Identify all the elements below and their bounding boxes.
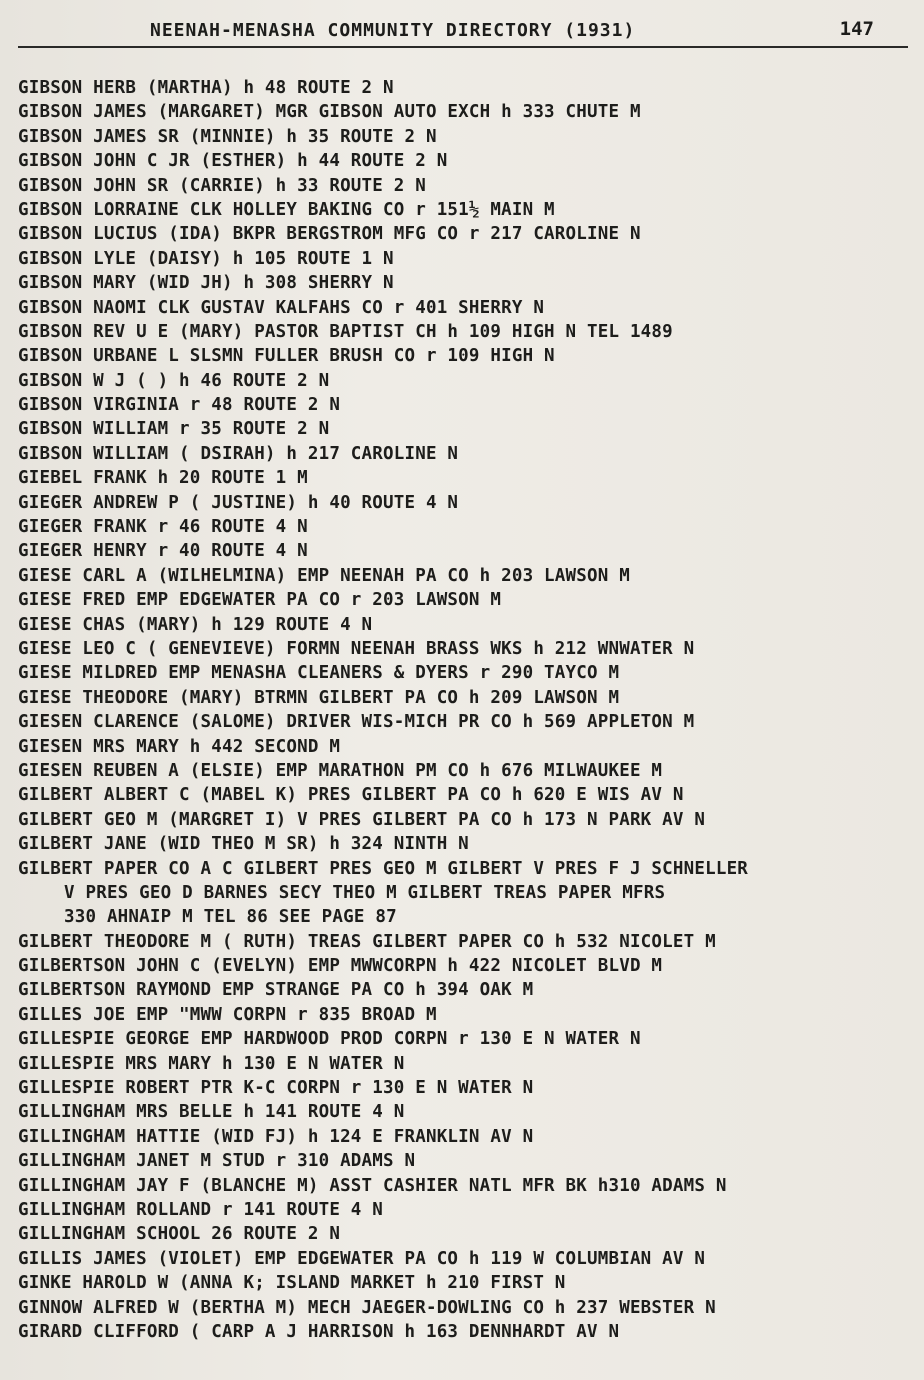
directory-entry: GIEBEL FRANK h 20 ROUTE 1 M xyxy=(18,468,308,489)
directory-entry: GIBSON MARY (WID JH) h 308 SHERRY N xyxy=(18,273,394,294)
directory-entry: GIBSON WILLIAM ( DSIRAH) h 217 CAROLINE N xyxy=(18,443,459,464)
directory-entry: GILLES JOE EMP "MWW CORPN r 835 BROAD M xyxy=(18,1004,437,1025)
directory-entry: GIBSON JAMES (MARGARET) MGR GIBSON AUTO EXCH h 333 CHUTE M xyxy=(18,102,641,123)
directory-entry: GIBSON W J ( ) h 46 ROUTE 2 N xyxy=(18,370,330,391)
directory-entry: GIBSON JOHN SR (CARRIE) h 33 ROUTE 2 N xyxy=(18,175,426,196)
directory-title: NEENAH-MENASHA COMMUNITY DIRECTORY (1931) xyxy=(150,20,636,41)
directory-entry: GILBERTSON JOHN C (EVELYN) EMP MWWCORPN h 422 NICOLET BLVD M xyxy=(18,956,663,977)
directory-entry: GIEGER ANDREW P ( JUSTINE) h 40 ROUTE 4 N xyxy=(18,492,459,513)
directory-entry: GIESE CHAS (MARY) h 129 ROUTE 4 N xyxy=(18,614,373,635)
directory-entry: GIESEN REUBEN A (ELSIE) EMP MARATHON PM CO h 676 MILWAUKEE M xyxy=(18,760,663,781)
directory-entry: GIESE LEO C ( GENEVIEVE) FORMN NEENAH BRASS WKS h 212 WNWATER N xyxy=(18,638,695,659)
directory-entry: GINNOW ALFRED W (BERTHA M) MECH JAEGER-DOWLING CO h 237 WEBSTER N xyxy=(18,1297,716,1318)
directory-entry: GIBSON WILLIAM r 35 ROUTE 2 N xyxy=(18,419,330,440)
directory-entry: GILBERT THEODORE M ( RUTH) TREAS GILBERT PAPER CO h 532 NICOLET M xyxy=(18,931,716,952)
directory-entry: GILLINGHAM JANET M STUD r 310 ADAMS N xyxy=(18,1151,416,1172)
directory-entry: GIESE MILDRED EMP MENASHA CLEANERS & DYERS r 290 TAYCO M xyxy=(18,663,620,684)
directory-entry: GIEGER HENRY r 40 ROUTE 4 N xyxy=(18,541,308,562)
directory-entry: GIESE THEODORE (MARY) BTRMN GILBERT PA CO h 209 LAWSON M xyxy=(18,687,620,708)
directory-entry: GIBSON NAOMI CLK GUSTAV KALFAHS CO r 401 SHERRY N xyxy=(18,297,545,318)
directory-entry: GIBSON REV U E (MARY) PASTOR BAPTIST CH h 109 HIGH N TEL 1489 xyxy=(18,321,673,342)
page-number: 147 xyxy=(839,18,874,40)
directory-entry: GIBSON JOHN C JR (ESTHER) h 44 ROUTE 2 N xyxy=(18,151,448,172)
directory-entry: GIBSON LYLE (DAISY) h 105 ROUTE 1 N xyxy=(18,248,394,269)
directory-entry: GILLINGHAM ROLLAND r 141 ROUTE 4 N xyxy=(18,1199,384,1220)
directory-entry: GILBERT ALBERT C (MABEL K) PRES GILBERT PA CO h 620 E WIS AV N xyxy=(18,785,684,806)
directory-entry: GILBERT GEO M (MARGRET I) V PRES GILBERT PA CO h 173 N PARK AV N xyxy=(18,809,706,830)
directory-entry: GIRARD CLIFFORD ( CARP A J HARRISON h 163 DENNHARDT AV N xyxy=(18,1321,620,1342)
directory-entry: GIESE FRED EMP EDGEWATER PA CO r 203 LAWSON M xyxy=(18,590,502,611)
directory-entry-continuation: V PRES GEO D BARNES SECY THEO M GILBERT TREAS PAPER MFRS xyxy=(64,882,666,903)
directory-entry: GILLESPIE MRS MARY h 130 E N WATER N xyxy=(18,1053,405,1074)
directory-entry: GIBSON JAMES SR (MINNIE) h 35 ROUTE 2 N xyxy=(18,126,437,147)
directory-entries xyxy=(18,76,908,1344)
directory-entry: GILLINGHAM HATTIE (WID FJ) h 124 E FRANKLIN AV N xyxy=(18,1126,534,1147)
directory-entry: GIESEN MRS MARY h 442 SECOND M xyxy=(18,736,341,757)
directory-entry: GILBERTSON RAYMOND EMP STRANGE PA CO h 394 OAK M xyxy=(18,980,534,1001)
directory-entry-continuation: 330 AHNAIP M TEL 86 SEE PAGE 87 xyxy=(64,907,397,928)
directory-entry: GILLESPIE GEORGE EMP HARDWOOD PROD CORPN r 130 E N WATER N xyxy=(18,1029,641,1050)
directory-entry: GIBSON URBANE L SLSMN FULLER BRUSH CO r 109 HIGH N xyxy=(18,346,555,367)
page-header xyxy=(18,14,908,48)
directory-entry: GINKE HAROLD W (ANNA K; ISLAND MARKET h 210 FIRST N xyxy=(18,1273,566,1294)
directory-entry: GILLESPIE ROBERT PTR K-C CORPN r 130 E N WATER N xyxy=(18,1078,534,1099)
directory-entry: GIESE CARL A (WILHELMINA) EMP NEENAH PA CO h 203 LAWSON M xyxy=(18,565,630,586)
directory-entry: GILLINGHAM JAY F (BLANCHE M) ASST CASHIER NATL MFR BK h310 ADAMS N xyxy=(18,1175,727,1196)
directory-entry: GIEGER FRANK r 46 ROUTE 4 N xyxy=(18,517,308,538)
directory-entry: GILBERT JANE (WID THEO M SR) h 324 NINTH N xyxy=(18,834,469,855)
directory-entry: GIBSON HERB (MARTHA) h 48 ROUTE 2 N xyxy=(18,78,394,98)
directory-entry: GILLINGHAM SCHOOL 26 ROUTE 2 N xyxy=(18,1224,341,1245)
directory-entry: GIESEN CLARENCE (SALOME) DRIVER WIS-MICH PR CO h 569 APPLETON M xyxy=(18,712,695,733)
directory-entry: GIBSON LORRAINE CLK HOLLEY BAKING CO r 151½ MAIN M xyxy=(18,199,555,220)
directory-entry: GILLINGHAM MRS BELLE h 141 ROUTE 4 N xyxy=(18,1102,405,1123)
directory-entry: GIBSON LUCIUS (IDA) BKPR BERGSTROM MFG CO r 217 CAROLINE N xyxy=(18,224,641,245)
directory-entry: GILLIS JAMES (VIOLET) EMP EDGEWATER PA CO h 119 W COLUMBIAN AV N xyxy=(18,1248,706,1269)
directory-entry: GILBERT PAPER CO A C GILBERT PRES GEO M GILBERT V PRES F J SCHNELLER xyxy=(18,858,749,879)
directory-entry: GIBSON VIRGINIA r 48 ROUTE 2 N xyxy=(18,395,341,416)
